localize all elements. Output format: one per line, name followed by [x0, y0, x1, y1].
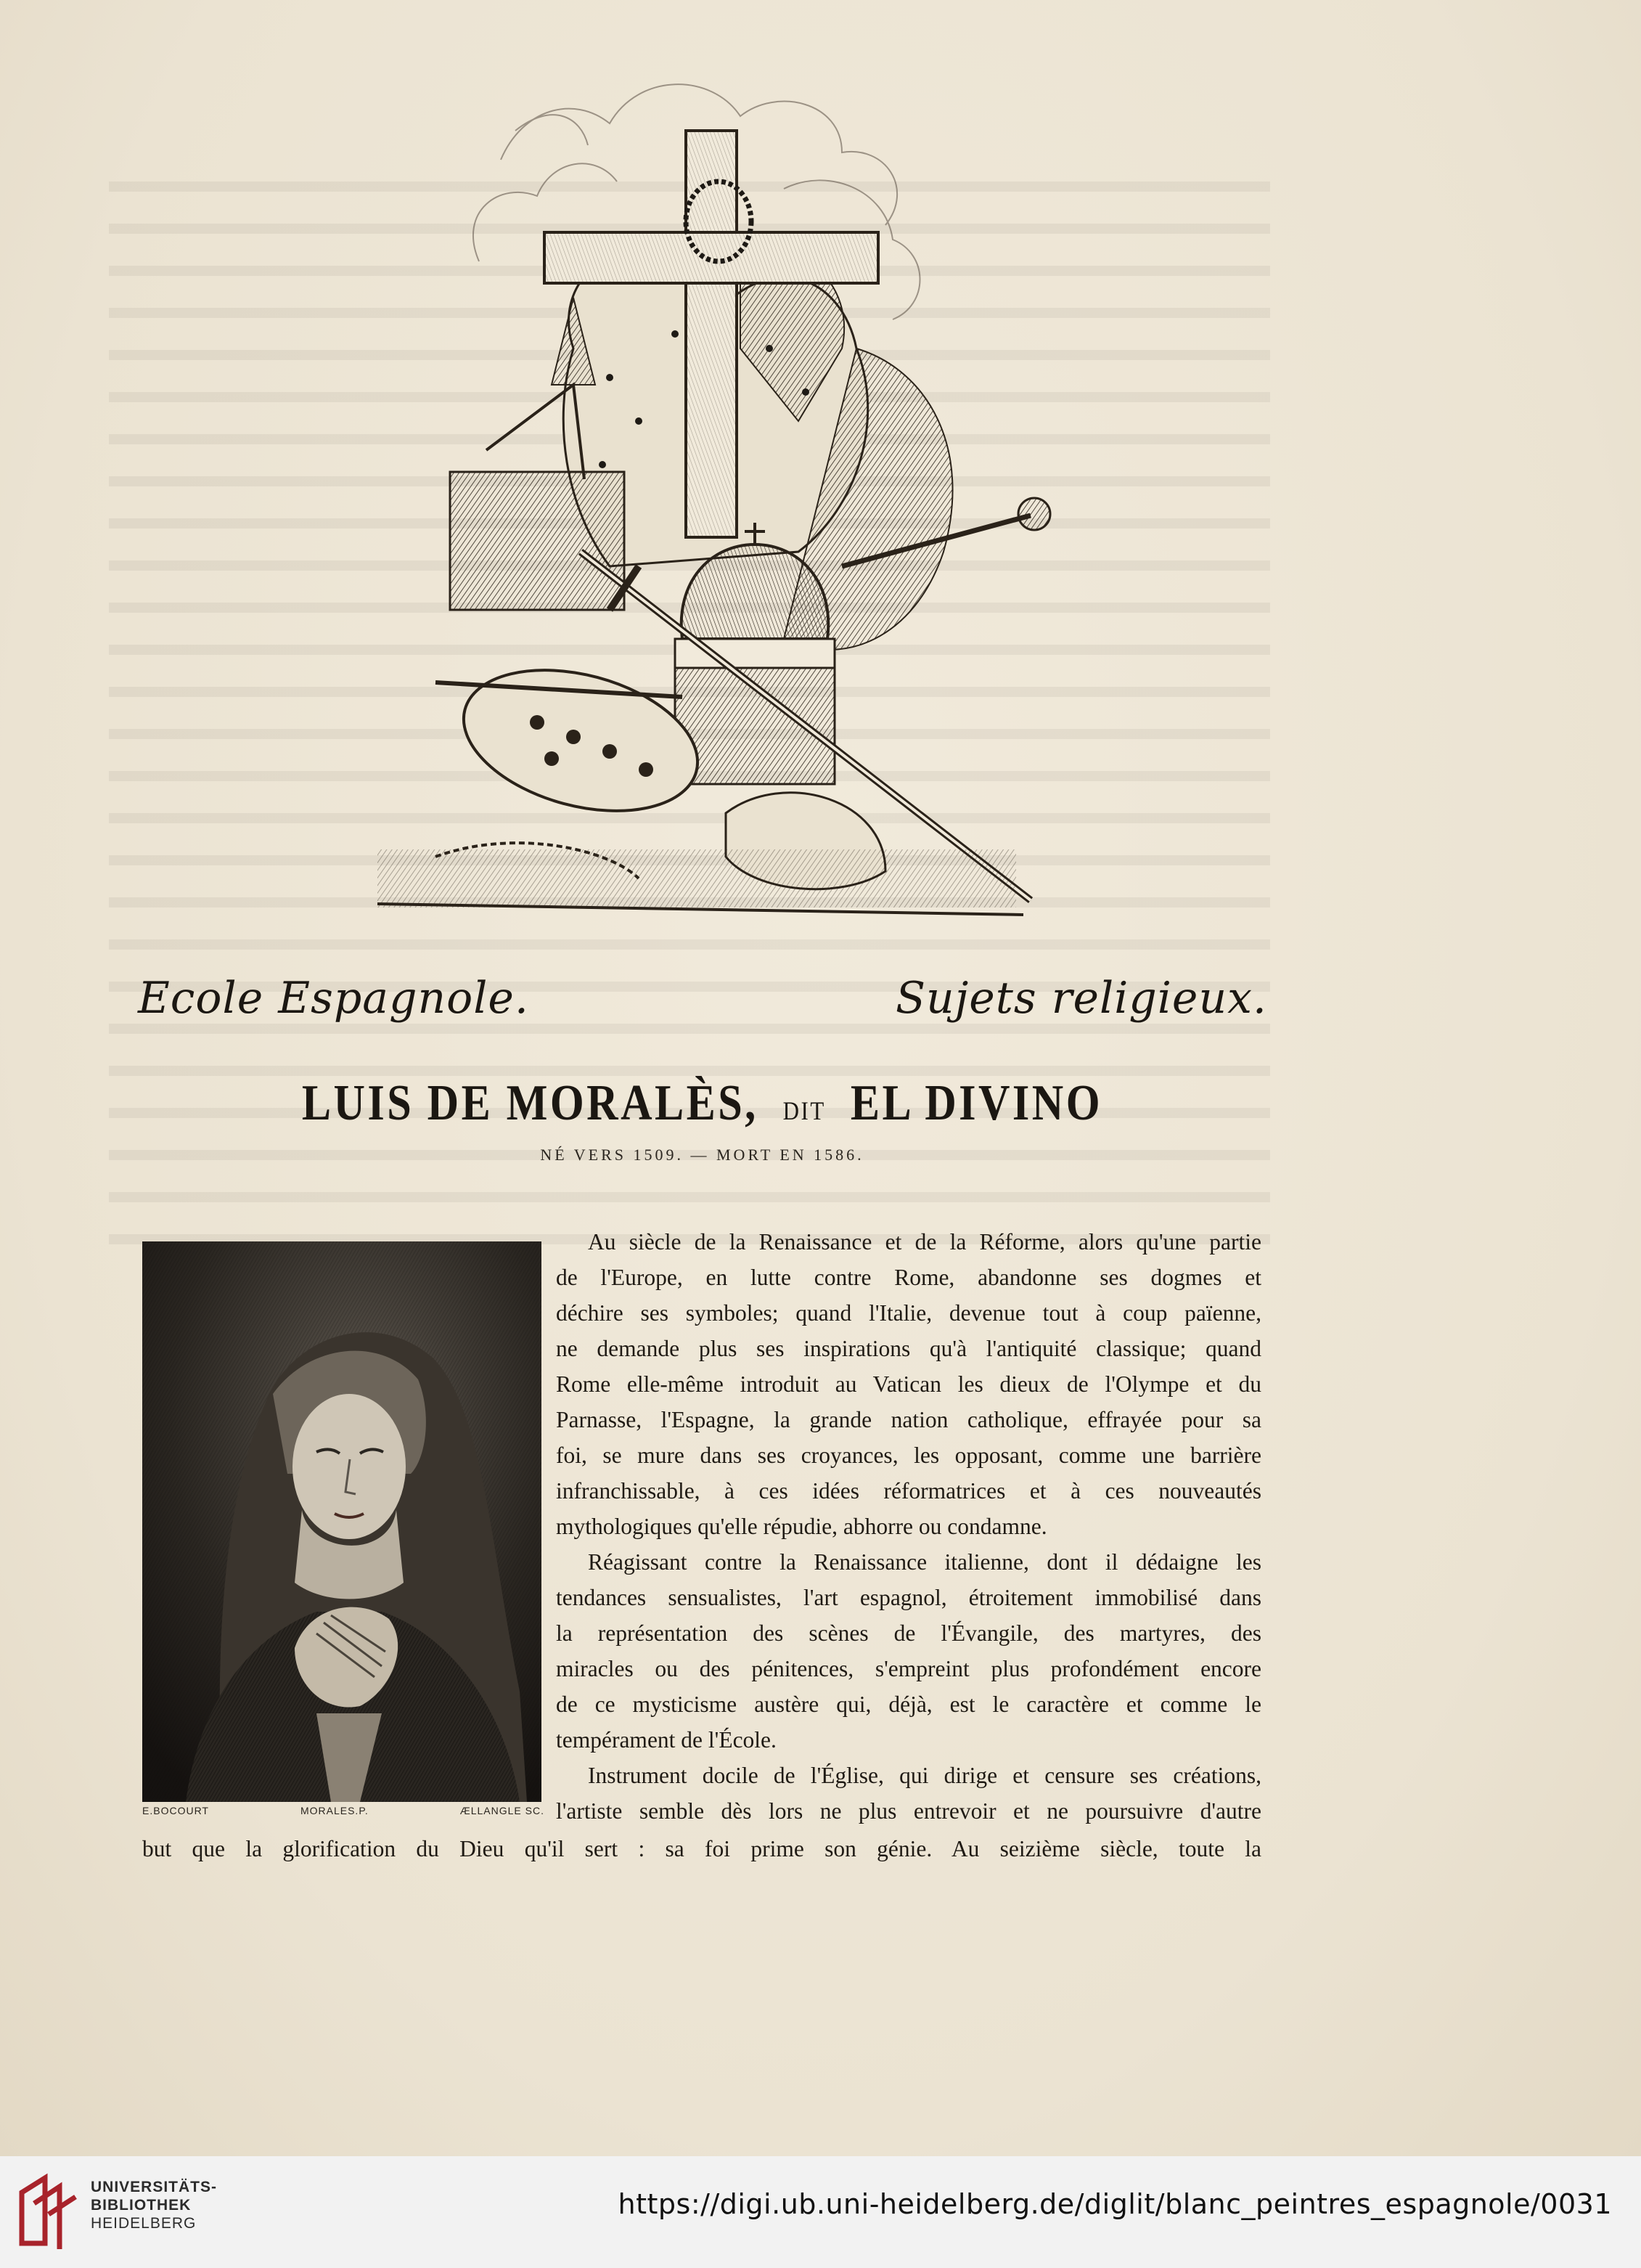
library-name [91, 2178, 217, 2232]
library-name-line: HEIDELBERG [91, 2215, 197, 2232]
text-line: Parnasse, l'Espagne, la grande nation catholique, effrayée pour sa [556, 1407, 1261, 1432]
engraving-vignette [334, 44, 1060, 951]
subject-heading: Sujets religieux. [895, 973, 1267, 1024]
text-line: déchire ses symboles; quand l'Italie, devenue tout à coup païenne, [556, 1300, 1261, 1326]
school-heading: Ecole Espagnole. [138, 973, 530, 1024]
library-name-line: BIBLIOTHEK [91, 2197, 192, 2214]
permalink-url[interactable]: https://digi.ub.uni-heidelberg.de/diglit/blanc_peintres_espagnole/0031 [618, 2188, 1612, 2220]
dit-word: DIT [782, 1096, 826, 1125]
text-line: Réagissant contre la Renaissance italienne, dont il dédaigne les [588, 1549, 1261, 1575]
portrait-engraving [142, 1241, 541, 1802]
text-line-full-width: but que la glorification du Dieu qu'il sert : sa foi prime son génie. Au seizième siècle, toute la [142, 1836, 1261, 1861]
text-line: Au siècle de la Renaissance et de la Réforme, alors qu'une partie [588, 1229, 1261, 1255]
text-line: Rome elle-même introduit au Vatican les dieux de l'Olympe et du [556, 1371, 1261, 1397]
text-line: Instrument docile de l'Église, qui dirige et censure ses créations, [588, 1763, 1261, 1788]
text-line: la représentation des scènes de l'Évangile, des martyres, des [556, 1620, 1261, 1646]
text-line: mythologiques qu'elle répudie, abhorre ou condamne. [556, 1514, 1047, 1539]
text-line: de ce mysticisme austère qui, déjà, est le caractère et comme le [556, 1692, 1261, 1717]
library-name-line: UNIVERSITÄTS- [91, 2179, 218, 2195]
artist-name: LUIS DE MORALÈS, [301, 1075, 758, 1131]
text-line: infranchissable, à ces idées réformatrices et à ces nouveautés [556, 1478, 1261, 1504]
text-line: de l'Europe, en lutte contre Rome, abandonne ses dogmes et [556, 1265, 1261, 1290]
text-line: tendances sensualistes, l'art espagnol, étroitement immobilisé dans [556, 1585, 1261, 1610]
credit-draughtsman: E.BOCOURT [142, 1805, 209, 1816]
text-line: miracles ou des pénitences, s'empreint plus profondément encore [556, 1656, 1261, 1681]
paragraph-1 [556, 1224, 1261, 1544]
text-line: foi, se mure dans ses croyances, les opposant, comme une barrière [556, 1443, 1261, 1468]
credit-painter: MORALES.P. [300, 1805, 369, 1816]
artist-nickname: EL DIVINO [850, 1075, 1102, 1131]
text-line: l'artiste semble dès lors ne plus entrevoir et ne poursuivre d'autre [556, 1798, 1261, 1824]
credit-engraver: ÆLLANGLE SC. [459, 1805, 544, 1816]
artist-dates: NÉ VERS 1509. — MORT EN 1586. [540, 1146, 864, 1164]
artist-title [98, 1074, 1306, 1133]
text-line: ne demande plus ses inspirations qu'à l'antiquité classique; quand [556, 1336, 1261, 1361]
text-line: tempérament de l'École. [556, 1727, 777, 1753]
biography-text [556, 1224, 1261, 1829]
paragraph-2 [556, 1544, 1261, 1758]
paragraph-3 [556, 1758, 1261, 1829]
university-library-logo-icon [16, 2171, 81, 2251]
portrait-credits [142, 1805, 544, 1816]
library-footer [0, 2156, 1641, 2268]
